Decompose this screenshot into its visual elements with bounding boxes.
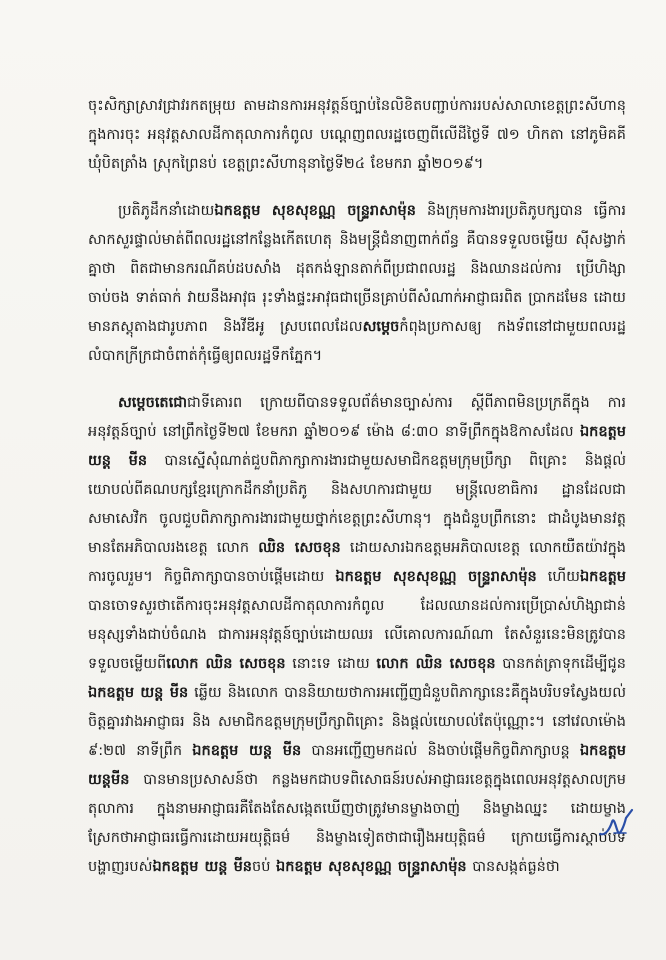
text-run: បានមានប្រសាសន៍ថា កន្លងមកជាបទពិសោធន៍របស់អាជ្ញាធរខេត្តក្នុងពេលអនុវត្តសាលក្រម តុលាការ ក្នុងនាមអាជ្ញាធរគឺតែងតែសង្កេតឃើញថាត្រូវមានម្ខាងចាញ់ និងម្ខាងឈ្នះ ដោយម្ខាង ស្រែកថាអាជ្ញាធរធ្វើការដោយអយុត្តិធម៌ និងម្ខាងទៀតថាជារឿងអយុត្តិធម៌ ក្រោយធ្វើការស្តាប់បទ បង្ហាញរបស់	[88, 772, 626, 875]
document-body	[88, 92, 626, 882]
bold-name: សម្តេចតេជោ	[118, 395, 188, 411]
bold-name: លោក ឈិន សេចខុន	[376, 656, 496, 672]
bold-name: ឯកឧត្តម សុខសុខណ្ណ ចន្ទ្ររាសាម៉ុន	[276, 859, 467, 875]
text-run: ហើយ	[536, 569, 580, 585]
bold-name: លោក ឈិន សេចខុន	[166, 656, 286, 672]
bold-name: ឈិន សេចខុន	[258, 540, 341, 556]
text-run: កំពុងប្រកាសឲ្យ កងទ័ពនៅជាមួយពលរដ្ឋលំបាកក្រីក្រជាចំពាត់កុំធ្វើឲ្យពលរដ្ឋទឹកភ្នែក។	[88, 319, 626, 364]
bold-name: សម្តេច	[362, 319, 400, 335]
bold-name: ឯកឧត្តម យន្ត មីន	[88, 424, 626, 469]
text-run: ដោយសារឯកឧត្តមអភិបាលខេត្ត លោកយឺតយ៉ាវក្នុងការចូលរួម។ កិច្ចពិភាក្សាបានចាប់ផ្តើមដោយ	[88, 540, 626, 585]
text-run: បានស្នើសុំណាត់ជួបពិភាក្សាការងារជាមួយសមាជិកឧត្តមក្រុមប្រឹក្សា ពិគ្រោះ និងផ្តល់យោបល់ពីគណបក្សខ្មែរក្រោកដឹកនាំប្រតិភូ និងសហការជាមួយ មន្ត្រីលេខាធិការ ដ្ឋានដែលជាសមាសេវិក ចូលជួបពិភាក្សាការងារជាមួយថ្នាក់ខេត្តព្រះសីហានុ។ ក្នុងជំនួបព្រឹកនោះ ជាដំបូងមានវត្តមានតែអភិបាលរងខេត្ត លោក	[88, 453, 626, 556]
bold-name: ឯកឧត្តម យន្ត មីន	[88, 685, 189, 701]
paragraph-1	[88, 92, 626, 179]
text-run: ចប់	[251, 859, 277, 875]
bold-name: ឯកឧត្តម យន្តមីន	[88, 743, 626, 788]
paragraph-2	[88, 197, 626, 371]
text-run: បានកត់ត្រាទុកដើម្បីជូន	[495, 656, 626, 672]
bold-name: ឯកឧត្តម យន្ត មីន	[192, 743, 302, 759]
handwritten-signature	[596, 806, 636, 840]
text-run: នោះទេ ដោយ	[285, 656, 377, 672]
paragraph-3	[88, 389, 626, 882]
bold-name: ឯកឧត្តម	[579, 569, 626, 585]
text-run: បានអញ្ជើញមកដល់ និងចាប់ផ្តើមកិច្ចពិភាក្សាបន្ត	[301, 743, 580, 759]
bold-name: ឯកឧត្តម សុខសុខណ្ណ ចន្ទ្ររាសាម៉ុន	[335, 569, 537, 585]
text-run: ចុះសិក្សាស្រាវជ្រាវរកតម្រុយ តាមដានការអនុវត្តន៍ច្បាប់នៃលិខិតបញ្ជាប់ការរបស់សាលាខេត្តព្រះសីហានុក្នុងការចុះ អនុវត្តសាលដីកាតុលាការកំពូល បណ្តេញពលរដ្ឋចេញពីលើដីថ្ងៃទី ៧១ ហិកតា នៅភូមិគគី ឃុំបិតត្រាំង ស្រុកព្រៃនប់ ខេត្តព្រះសីហានុនាថ្ងៃទី២៤ ខែមករា ឆ្នាំ២០១៩។	[88, 98, 626, 172]
text-run: បានចោទសួរថាតើការចុះអនុវត្តសាលដីកាតុលាការកំពូល ដែលឈានដល់ការប្រើប្រាស់ហិង្សាជាន់មនុស្សទាំងជាប់ចំណង ជាការអនុវត្តន៍ច្បាប់ដោយឈរ លើគោលការណ៍ណា តែសំនួរនេះមិនត្រូវបានទទួលចម្លើយពី	[88, 598, 626, 672]
text-run: ឆ្លើយ និងលោក បាននិយាយថាការអញ្ជើញជំនួបពិភាក្សានេះគឺក្នុងបរិបទស្វែងយល់ចិត្តគ្នារវាងអាជ្ញាធរ និង សមាជិកឧត្តមក្រុមប្រឹក្សាពិគ្រោះ និងផ្តល់យោបល់តែប៉ុណ្ណោះ។ នៅវេលាម៉ោង ៩:២៧ នាទីព្រឹក	[88, 685, 626, 759]
text-run: និងក្រុមការងារប្រតិភូបក្សបាន ធ្វើការសាកសួរផ្ទាល់មាត់ពីពលរដ្ឋនៅកន្លែងកើតហេតុ និងមន្ត្រីជំនាញពាក់ព័ន្ធ គឺបានទទួលចម្លើយ ស៊ីសង្វាក់គ្នាថា ពិតជាមានករណីគប់ដបសាំង ដុតកង់ឡានតាក់ពីប្រជាពលរដ្ឋ និងឈានដល់ការ ប្រើហិង្សា ចាប់ចង ទាត់ធាក់ វាយនឹងអាវុធ រុះទាំងផ្ទះអាវុធជាច្រើនគ្រាប់ពីសំណាក់អាជ្ញាធរពិត ប្រាកដមែន ដោយមានភស្តុតាងជារូបភាព និងវីឌីអូ ស្របពេលដែល	[88, 203, 626, 335]
text-run: ជាទីគោរព ក្រោយពីបានទទួលព័ត៌មានច្បាស់ការ ស្តីពីភាពមិនប្រក្រតីក្នុង ការអនុវត្តន៍ច្បាប់ នៅព្រឹកថ្ងៃទី២៧ ខែមករា ឆ្នាំ២០១៩ ម៉ោង ៨:៣០ នាទីព្រឹកក្នុងឱកាសដែល	[88, 395, 626, 440]
text-run: ប្រតិភូដឹកនាំដោយ	[118, 203, 215, 219]
text-run: បានសង្កត់ធ្ងន់ថា	[466, 859, 560, 875]
bold-name: ឯកឧត្តម យន្ត មីន	[152, 859, 252, 875]
bold-name: ឯកឧត្តម សុខសុខណ្ណ ចន្ទ្ររាសាម៉ុន	[214, 203, 416, 219]
